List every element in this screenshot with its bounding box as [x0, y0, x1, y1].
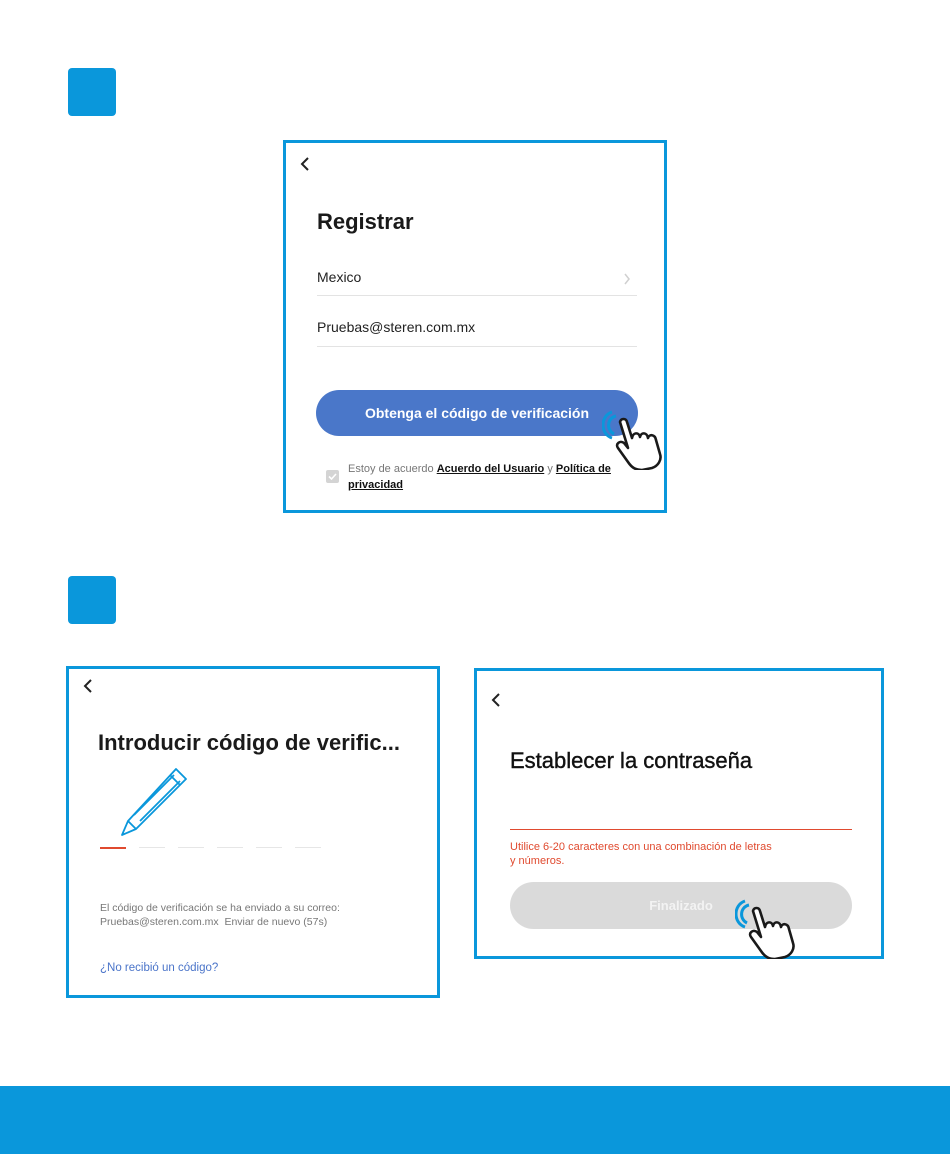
code-digit-slot — [139, 847, 165, 848]
password-underline — [510, 829, 852, 830]
page-title: Establecer la contraseña — [510, 748, 753, 773]
email-value: Pruebas@steren.com.mx — [317, 319, 476, 335]
sent-text: El código de verificación se ha enviado a su correo: — [100, 902, 340, 914]
chevron-left-icon — [82, 678, 94, 694]
terms-checkbox[interactable] — [326, 470, 339, 483]
check-icon — [326, 470, 339, 483]
hint-line-2: y números. — [510, 855, 565, 867]
footer-bar — [0, 1086, 950, 1154]
step-2-marker — [68, 576, 116, 624]
tap-hand-icon — [735, 897, 807, 959]
back-button[interactable] — [294, 153, 316, 175]
page-title: Registrar — [317, 209, 414, 234]
password-screen — [474, 668, 884, 959]
password-hint — [510, 840, 860, 868]
page-title: Introducir código de verific... — [98, 730, 400, 755]
hint-line-1: Utilice 6-20 caracteres con una combinación de letras — [510, 841, 772, 853]
register-screen — [283, 140, 667, 513]
sent-email: Pruebas@steren.com.mx — [100, 916, 219, 928]
chevron-left-icon — [299, 156, 311, 172]
terms-prefix: Estoy de acuerdo — [348, 463, 434, 475]
country-value: Mexico — [317, 269, 362, 285]
code-input[interactable] — [100, 845, 330, 853]
step-1-marker — [68, 68, 116, 116]
chevron-left-icon — [490, 692, 502, 708]
get-verification-code-button[interactable]: Obtenga el código de verificación — [316, 390, 638, 436]
user-agreement-link[interactable]: Acuerdo del Usuario — [436, 463, 545, 475]
email-field[interactable] — [317, 311, 637, 345]
code-digit-slot — [256, 847, 282, 848]
terms-text — [348, 461, 648, 493]
code-digit-slot — [295, 847, 321, 848]
code-sent-message — [100, 901, 430, 929]
privacy-policy-link-cont[interactable]: privacidad — [348, 479, 404, 491]
no-code-link[interactable]: ¿No recibió un código? — [100, 962, 219, 974]
chevron-right-icon — [623, 273, 631, 285]
resend-countdown[interactable]: Enviar de nuevo (57s) — [224, 916, 328, 928]
divider — [317, 295, 637, 296]
pencil-icon — [114, 763, 194, 843]
password-input[interactable] — [510, 799, 852, 829]
back-button[interactable] — [485, 689, 507, 711]
country-selector[interactable] — [317, 261, 637, 295]
back-button[interactable] — [77, 675, 99, 697]
finish-button[interactable]: Finalizado — [510, 882, 852, 929]
divider — [317, 346, 637, 347]
code-digit-slot — [217, 847, 243, 848]
privacy-policy-link[interactable]: Política de — [555, 463, 611, 475]
verification-screen — [66, 666, 440, 998]
code-digit-slot — [100, 847, 126, 849]
terms-and: y — [547, 463, 553, 475]
code-digit-slot — [178, 847, 204, 848]
